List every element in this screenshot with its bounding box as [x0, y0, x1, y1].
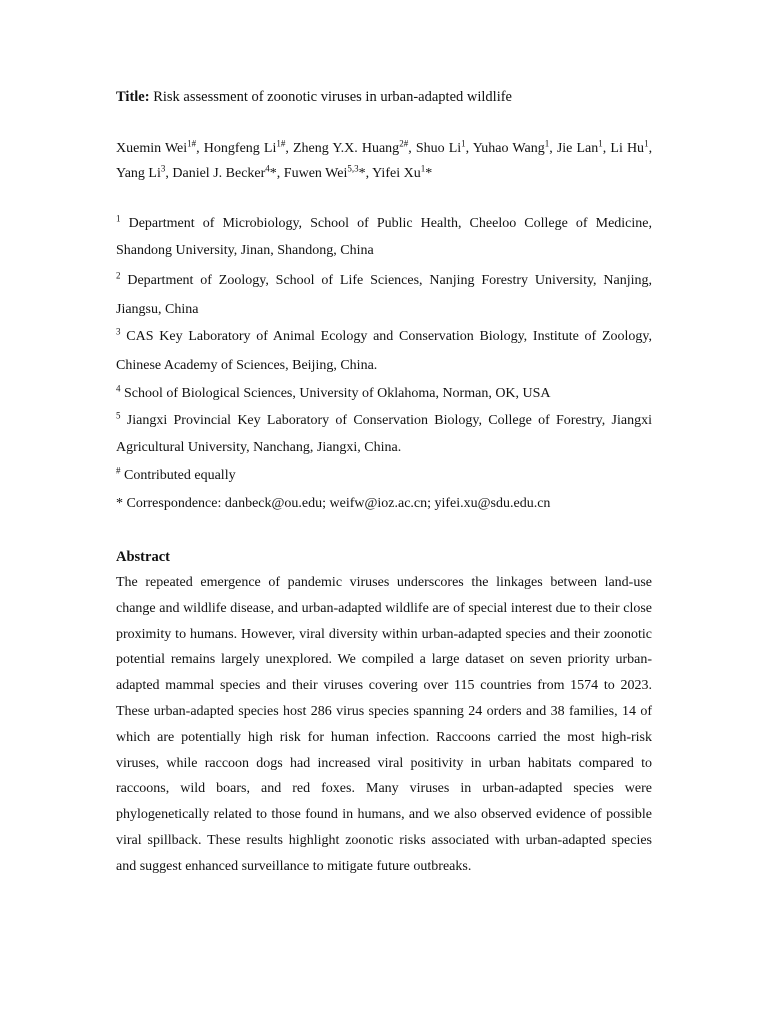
affiliation-mark: 2 [116, 270, 121, 281]
author-separator: , [648, 141, 653, 156]
author-name: Shuo Li [415, 141, 462, 156]
affiliation-text: Department of Zoology, School of Life Sciences, Nanjing Forestry University, Nanjing, Jiangsu, China [116, 273, 653, 317]
author-name: Yifei Xu [372, 166, 421, 181]
author-name: Xuemin Wei [116, 141, 188, 156]
author-affiliation-mark: 5,3 [347, 163, 359, 174]
author-name: Daniel J. Becker [172, 166, 266, 181]
author-separator: , [549, 141, 557, 156]
author-affiliation-mark: 3 [160, 163, 166, 174]
author-list [116, 136, 652, 186]
author-affiliation-mark: 1 [644, 138, 649, 149]
author-affiliation-mark: 1 [461, 138, 466, 149]
affiliation-text: Department of Microbiology, School of Public Health, Cheeloo College of Medicine, Shandong University, Jinan, Shandong, China [116, 216, 652, 258]
author-separator: *, [269, 166, 284, 181]
author-separator: , [602, 141, 611, 156]
affiliation-2 [116, 266, 652, 324]
abstract-body: The repeated emergence of pandemic viruses underscores the linkages between land-use change and wildlife disease, and urban-adapted wildlife are of special interest due to their close proximity to humans. However, viral diversity within urban-adapted species and their zoonotic potential remains largely unexplored. We compiled a large dataset on seven priority urban-adapted mammal species and their viruses covering over 115 countries from 1574 to 2023. These urban-adapted species host 286 virus species spanning 24 orders and 38 families, 14 of which are potentially high risk for human infection. Raccoons carried the most high-risk viruses, while raccoon dogs had increased viral positivity in urban habitats compared to raccoons, wild boars, and red foxes. Many viruses in urban-adapted species were phylogenetically related to those found in humans, and we also observed evidence of possible viral spillback. These results highlight zoonotic risks associated with urban-adapted species and suggest enhanced surveillance to mitigate future outbreaks. [116, 575, 652, 874]
paper-title [116, 86, 652, 108]
affiliation-5 [116, 407, 652, 461]
author-affiliation-mark: 2# [399, 138, 409, 149]
affiliation-text: Contributed equally [124, 468, 236, 483]
author-separator: , [408, 141, 416, 156]
affiliation-text: Jiangxi Provincial Key Laboratory of Conservation Biology, College of Forestry, Jiangxi Agricultural University, Nanchang, Jiangxi, China. [116, 413, 652, 455]
author-affiliation-mark: 1 [598, 138, 603, 149]
equal-contribution-note [116, 462, 652, 489]
affiliation-mark: 4 [116, 383, 121, 394]
author-name: Hongfeng Li [203, 141, 277, 156]
author-affiliation-mark: 4 [265, 163, 270, 174]
affiliation-mark: 5 [116, 410, 121, 421]
author-affiliation-mark: 1 [420, 163, 426, 174]
affiliation-1 [116, 210, 652, 264]
author-affiliation-mark: 1# [187, 138, 197, 149]
affiliation-3 [116, 322, 652, 380]
author-name: Yang Li [116, 166, 161, 181]
author-separator: *, [358, 166, 373, 181]
author-separator: * [425, 166, 433, 181]
author-affiliation-mark: 1 [544, 138, 550, 149]
author-name: Li Hu [610, 141, 645, 156]
affiliation-text: School of Biological Sciences, University of Oklahoma, Norman, OK, USA [124, 386, 551, 401]
title-text: Risk assessment of zoonotic viruses in urban-adapted wildlife [153, 89, 512, 105]
author-separator: , [285, 141, 293, 156]
author-name: Yuhao Wang [472, 141, 545, 156]
title-label: Title: [116, 89, 150, 105]
correspondence-text: * Correspondence: danbeck@ou.edu; weifw@ioz.ac.cn; yifei.xu@sdu.edu.cn [116, 496, 551, 511]
author-name: Fuwen Wei [283, 166, 348, 181]
author-name: Jie Lan [556, 141, 599, 156]
author-name: Zheng Y.X. Huang [292, 141, 400, 156]
author-separator: , [196, 141, 204, 156]
affiliation-mark: # [116, 465, 121, 476]
affiliation-mark: 1 [116, 213, 121, 224]
affiliation-text: CAS Key Laboratory of Animal Ecology and Conservation Biology, Institute of Zoology, Chinese Academy of Sciences, Beijing, China. [116, 329, 653, 373]
abstract-heading: Abstract [116, 549, 170, 565]
author-separator: , [165, 166, 173, 181]
author-affiliation-mark: 1# [276, 138, 286, 149]
correspondence-line [116, 490, 652, 517]
author-separator: , [465, 141, 473, 156]
affiliation-mark: 3 [116, 326, 121, 337]
affiliation-4 [116, 380, 652, 407]
